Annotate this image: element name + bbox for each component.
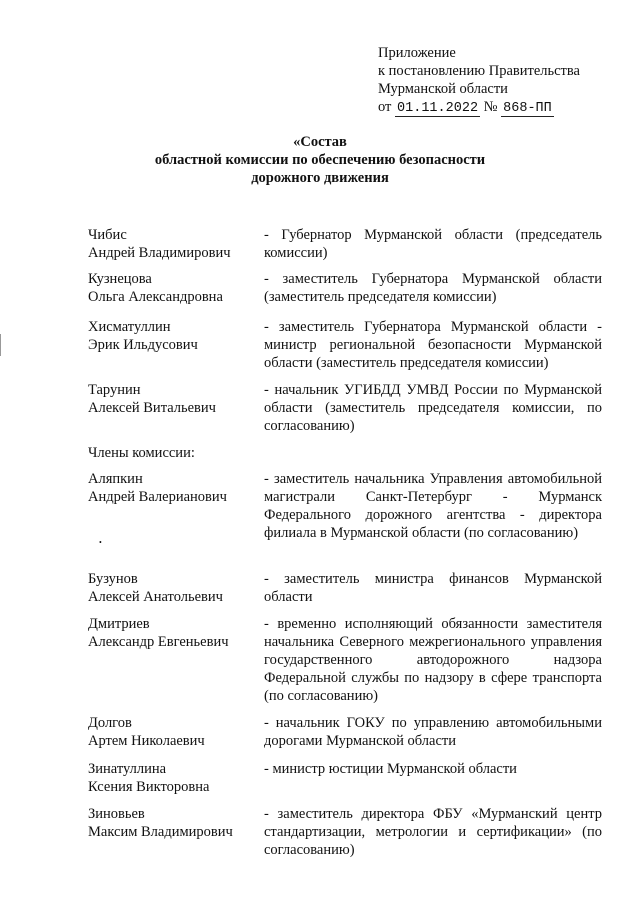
member-given-names: Александр Евгеньевич	[88, 634, 229, 650]
appendix-line-1: Приложение	[378, 45, 456, 61]
resolution-number: 868-ПП	[503, 101, 552, 116]
member-row	[88, 470, 608, 541]
from-label: от	[378, 99, 392, 115]
title-line-3: дорожного движения	[251, 170, 389, 186]
member-row	[88, 381, 608, 434]
member-role: - заместитель директора ФБУ «Мурманский центр стандартизации, метрологии и сертификации» (по согласованию)	[264, 806, 602, 858]
appendix-line-4	[378, 98, 580, 118]
appendix-line-3: Мурманской области	[378, 81, 508, 97]
member-name	[88, 805, 263, 841]
title-line-2: областной комиссии по обеспечению безопасности	[154, 152, 486, 168]
member-role: - начальник ГОКУ по управлению автомобильными дорогами Мурманской области	[264, 715, 602, 749]
number-label: №	[483, 99, 498, 115]
scan-edge-mark	[0, 334, 1, 356]
member-given-names: Артем Николаевич	[88, 733, 205, 749]
member-given-names: Максим Владимирович	[88, 824, 233, 840]
member-row	[88, 226, 608, 262]
member-name	[88, 714, 263, 750]
appendix-line-2: к постановлению Правительства	[378, 63, 580, 79]
member-role: - временно исполняющий обязанности заместителя начальника Северного межрегионального управления государственного автодорожного надзора Федеральной службы по надзору в сфере транспорта (по согласованию)	[264, 616, 602, 704]
member-row	[88, 805, 608, 858]
member-surname: Дмитриев	[88, 616, 150, 632]
member-surname: Долгов	[88, 715, 132, 731]
member-given-names: Алексей Витальевич	[88, 400, 216, 416]
appendix-block	[378, 44, 580, 118]
member-surname: Кузнецова	[88, 271, 152, 287]
member-row	[88, 760, 608, 796]
member-surname: Бузунов	[88, 571, 138, 587]
member-row	[88, 615, 608, 704]
member-role: - заместитель министра финансов Мурманской области	[264, 571, 602, 605]
member-name	[88, 318, 263, 354]
member-role: - Губернатор Мурманской области (председатель комиссии)	[264, 227, 602, 261]
member-role: - заместитель начальника Управления автомобильной магистрали Санкт-Петербург - Мурманск Федерального дорожного агентства - директора филиала в Мурманской области (по согласованию)	[264, 471, 602, 541]
member-surname: Чибис	[88, 227, 127, 243]
document-title	[0, 133, 640, 187]
member-row	[88, 270, 608, 306]
member-name	[88, 381, 263, 417]
members-heading: Члены комиссии:	[88, 445, 195, 461]
member-name	[88, 470, 263, 506]
member-surname: Аляпкин	[88, 471, 143, 487]
member-given-names: Андрей Валерианович	[88, 489, 227, 505]
member-name	[88, 226, 263, 262]
member-role: - заместитель Губернатора Мурманской области (заместитель председателя комиссии)	[264, 271, 602, 305]
resolution-date: 01.11.2022	[397, 101, 479, 116]
member-role: - министр юстиции Мурманской области	[264, 761, 517, 777]
member-role: - начальник УГИБДД УМВД России по Мурманской области (заместитель председателя комиссии, по согласованию)	[264, 382, 602, 434]
member-given-names: Алексей Анатольевич	[88, 589, 223, 605]
member-row	[88, 570, 608, 606]
member-given-names: Андрей Владимирович	[88, 245, 231, 261]
member-name	[88, 270, 263, 306]
member-surname: Зинатуллина	[88, 761, 167, 777]
member-surname: Тарунин	[88, 382, 141, 398]
member-surname: Зиновьев	[88, 806, 145, 822]
title-line-1: «Состав	[293, 134, 347, 150]
member-name	[88, 615, 263, 651]
member-role: - заместитель Губернатора Мурманской области - министр региональной безопасности Мурманской области (заместитель председателя комиссии)	[264, 319, 602, 371]
member-row	[88, 714, 608, 750]
member-given-names: Ксения Викторовна	[88, 779, 210, 795]
member-given-names: Ольга Александровна	[88, 289, 223, 305]
member-row	[88, 318, 608, 371]
member-name	[88, 570, 263, 606]
member-given-names: Эрик Ильдусович	[88, 337, 198, 353]
scan-dot: •	[99, 538, 102, 547]
member-surname: Хисматуллин	[88, 319, 171, 335]
member-name	[88, 760, 263, 796]
